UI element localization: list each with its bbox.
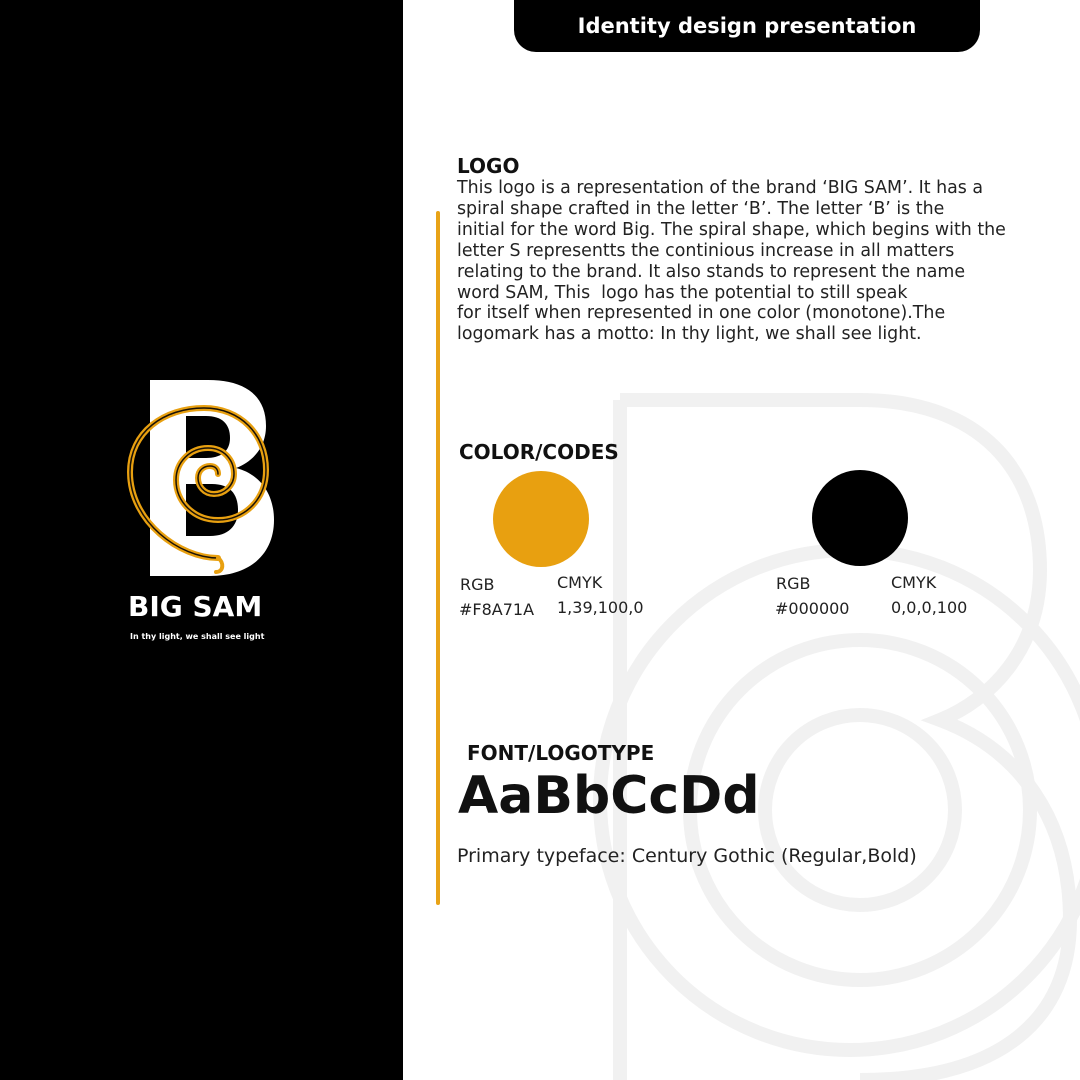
color-section-title: COLOR/CODES [459, 440, 619, 464]
cmyk-label: CMYK [557, 573, 603, 592]
left-brand-panel [0, 0, 403, 1080]
brand-motto: In thy light, we shall see light [130, 632, 265, 641]
brand-name: BIG SAM [128, 590, 263, 623]
logo-description-line: This logo is a representation of the brand ‘BIG SAM’. It has a [457, 178, 984, 198]
cmyk-value: 1,39,100,0 [557, 598, 644, 617]
logo-description-line: spiral shape crafted in the letter ‘B’. The letter ‘B’ is the [457, 198, 945, 219]
font-sample: AaBbCcDd [458, 766, 760, 826]
logo-description [457, 178, 1077, 345]
header-title: Identity design presentation [514, 0, 980, 52]
cmyk-label: CMYK [891, 573, 937, 592]
accent-divider [436, 211, 440, 905]
logo-description-line: for itself when represented in one color (monotone).The [457, 303, 946, 324]
logo-section-title: LOGO [457, 154, 520, 178]
font-description: Primary typeface: Century Gothic (Regular,Bold) [457, 845, 917, 867]
rgb-value: #000000 [775, 599, 850, 618]
logo-description-line: initial for the word Big. The spiral shape, which begins with the [457, 219, 1006, 240]
rgb-label: RGB [460, 575, 495, 594]
watermark-b-icon [560, 380, 1080, 1080]
big-sam-logo-icon [120, 372, 290, 587]
color-swatch-orange [493, 471, 589, 567]
logo-description-line: word SAM, This logo has the potential to still speak [457, 282, 908, 303]
color-swatch-black [812, 470, 908, 566]
rgb-value: #F8A71A [459, 600, 535, 619]
logo-description-line: logomark has a motto: In thy light, we shall see light. [457, 324, 922, 345]
cmyk-value: 0,0,0,100 [891, 598, 968, 617]
rgb-label: RGB [776, 574, 811, 593]
logo-description-line: letter S representts the continious increase in all matters [457, 240, 955, 261]
font-section-title: FONT/LOGOTYPE [467, 741, 655, 765]
logo-description-line: relating to the brand. It also stands to represent the name [457, 261, 966, 282]
